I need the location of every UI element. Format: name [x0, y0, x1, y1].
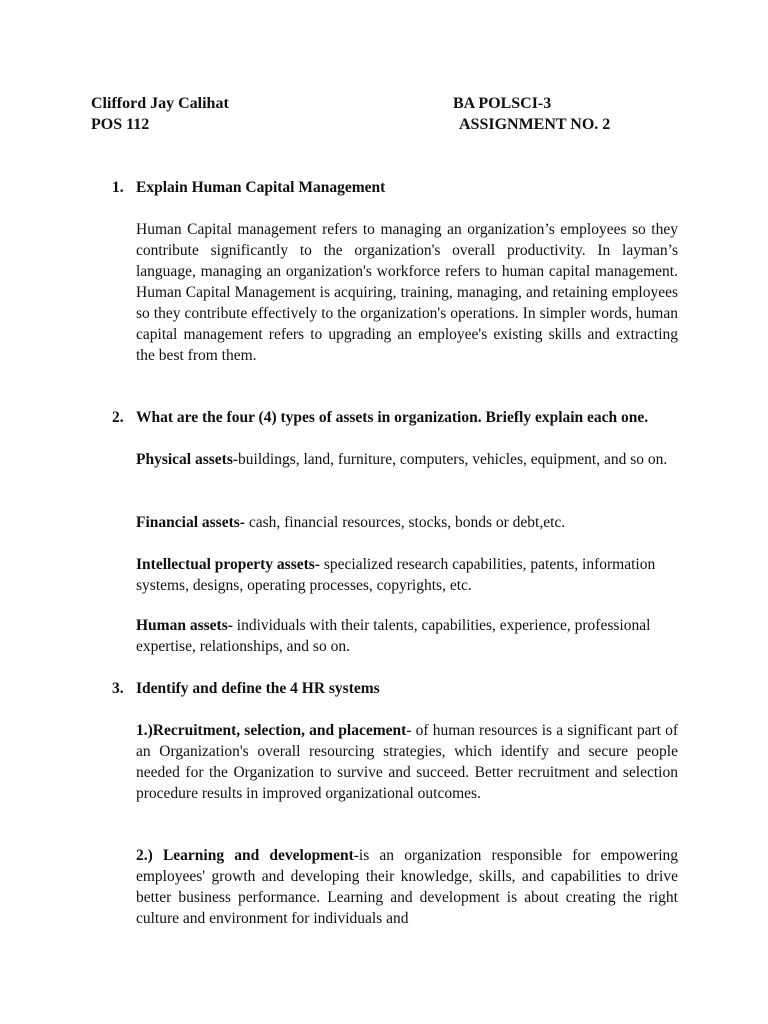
- asset-term: Human assets-: [136, 617, 233, 634]
- assignment-label: ASSIGNMENT NO. 2: [459, 116, 611, 133]
- asset-desc: cash, financial resources, stocks, bonds or debt,etc.: [244, 514, 566, 531]
- answer-1: Human Capital management refers to managing an organization’s employees so they contribute significantly to the organization's overall productivity. In layman’s language, managing an organization's workforce refers to human capital management. Human Capital Management is acquiring, training, managing, and retaining employees so they contribute effectively to the organization's operations. In simpler words, human capital management refers to upgrading an employee's existing skills and extracting the best from them.: [136, 221, 678, 364]
- question-3-number: 3.: [112, 680, 124, 697]
- subject-code: POS 112: [91, 116, 150, 133]
- question-3-text: Identify and define the 4 HR systems: [136, 680, 380, 697]
- asset-term: Financial assets-: [136, 514, 245, 531]
- asset-desc: buildings, land, furniture, computers, vehicles, equipment, and so on.: [238, 451, 668, 468]
- hr-system-term: 2.) Learning and development: [136, 847, 354, 864]
- question-1-number: 1.: [112, 179, 124, 196]
- asset-physical: [136, 449, 678, 470]
- asset-intellectual: [136, 554, 678, 596]
- asset-term: Intellectual property assets-: [136, 556, 320, 573]
- asset-desc: specialized research capabilities, patents, information systems, designs, operating processes, copyrights, etc.: [136, 556, 656, 594]
- hr-system-term: 1.)Recruitment, selection, and placement: [136, 722, 407, 739]
- student-name: Clifford Jay Calihat: [91, 95, 229, 112]
- hr-system-recruitment: [136, 720, 678, 804]
- question-1: [112, 177, 678, 198]
- asset-term: Physical assets-: [136, 451, 239, 468]
- hr-system-desc: - of human resources is a significant part of an Organization's overall resourcing strategies, which identify and secure people needed for the Organization to survive and succeed. Better recruitment and selection procedure results in improved organizational outcomes.: [136, 722, 678, 802]
- asset-financial: [136, 512, 678, 533]
- asset-human: [136, 615, 678, 657]
- question-2-number: 2.: [112, 409, 124, 426]
- question-2: [112, 407, 678, 428]
- hr-system-learning: [136, 845, 678, 929]
- question-1-text: Explain Human Capital Management: [136, 179, 386, 196]
- asset-desc: individuals with their talents, capabilities, experience, professional expertise, relationships, and so on.: [136, 617, 651, 655]
- question-3: [112, 678, 678, 699]
- course-label: BA POLSCI-3: [453, 95, 552, 112]
- question-2-text: What are the four (4) types of assets in organization. Briefly explain each one.: [136, 409, 649, 426]
- hr-system-desc: -is an organization responsible for empowering employees' growth and developing their knowledge, skills, and capabilities to drive better business performance. Learning and development is about creating the right culture and environment for individuals and: [136, 847, 678, 927]
